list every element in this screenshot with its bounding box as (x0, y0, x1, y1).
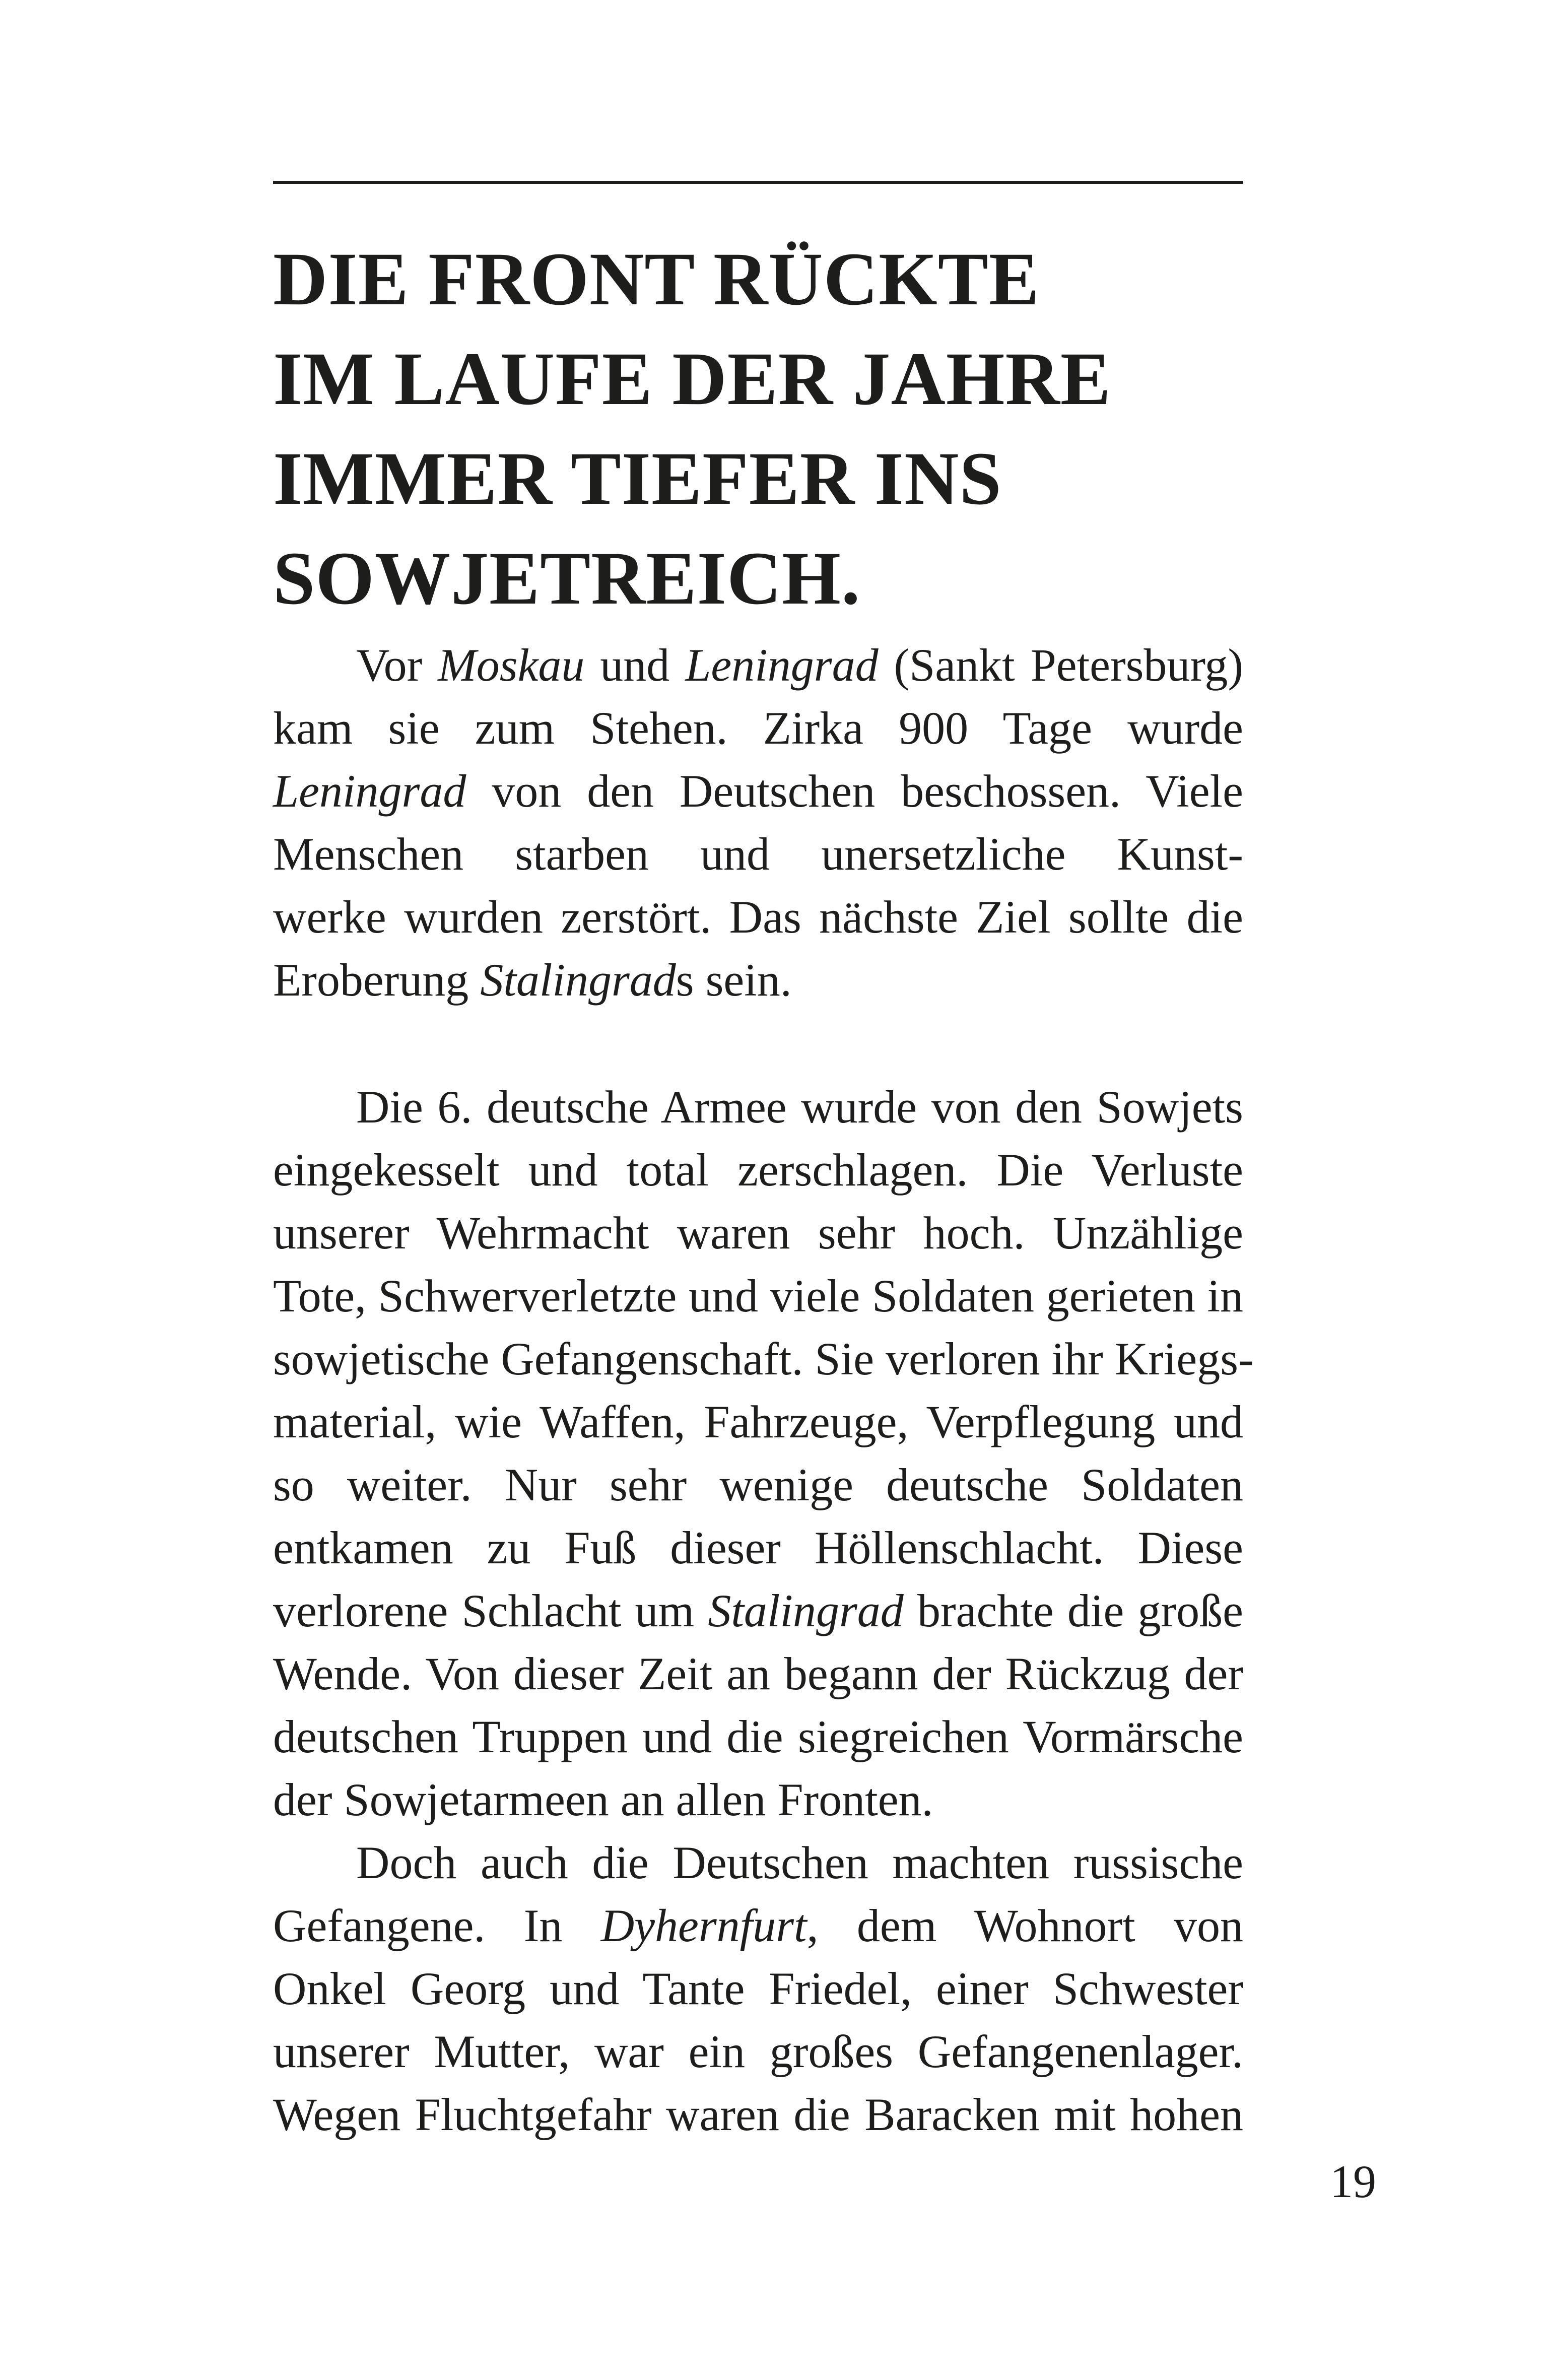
text-line: Gefangene. In Dyhernfurt, dem Wohnort von (273, 1900, 1243, 1951)
text-line: Wegen Fluchtgefahr waren die Baracken mit hohen (273, 2089, 1243, 2140)
place-name-dyhernfurt: Dyhernfurt (600, 1900, 807, 1951)
title-line: DIE FRONT RÜCKTE (273, 237, 1040, 321)
place-name-leningrad: Leningrad (273, 765, 466, 817)
text-line: deutschen Truppen und die siegreichen Vormärsche (273, 1711, 1243, 1762)
place-name-stalingrad: Stalingrad (480, 954, 676, 1006)
text-line: unserer Wehrmacht waren sehr hoch. Unzählige (273, 1207, 1243, 1259)
text-line: unserer Mutter, war ein großes Gefangenenlager. (273, 2026, 1243, 2077)
text-line: Onkel Georg und Tante Friedel, einer Schwester (273, 1963, 1243, 2014)
text-line: Die 6. deutsche Armee wurde von den Sowjets (356, 1081, 1243, 1133)
header-rule (273, 181, 1243, 184)
text-line: Doch auch die Deutschen machten russische (356, 1837, 1243, 1888)
text-line: kam sie zum Stehen. Zirka 900 Tage wurde (273, 702, 1243, 754)
place-name-moskau: Moskau (438, 639, 585, 691)
text-line: der Sowjetarmeen an allen Fronten. (273, 1774, 933, 1825)
title-line: SOWJETREICH. (273, 537, 861, 620)
paragraph-1 (273, 634, 1243, 1012)
title-line: IM LAUFE DER JAHRE (273, 337, 1111, 421)
text-line: Leningrad von den Deutschen beschossen. Viele (273, 765, 1243, 817)
text-line: Wende. Von dieser Zeit an begann der Rückzug der (273, 1648, 1243, 1699)
title-line: IMMER TIEFER INS (273, 437, 1002, 520)
text-line: Tote, Schwerverletzte und viele Soldaten gerieten in (273, 1270, 1243, 1321)
place-name-leningrad: Leningrad (685, 639, 879, 691)
paragraph-2 (273, 1076, 1254, 1831)
text-line: so weiter. Nur sehr wenige deutsche Soldaten (273, 1459, 1243, 1510)
paragraph-3 (273, 1831, 1243, 2146)
text-line: Eroberung Stalingrads sein. (273, 954, 792, 1006)
place-name-stalingrad: Stalingrad (708, 1585, 904, 1636)
chapter-title (273, 229, 1243, 628)
page-number: 19 (1330, 2156, 1376, 2207)
text-line: Menschen starben und unersetzliche Kunst- (273, 828, 1243, 880)
text-line: eingekesselt und total zerschlagen. Die Verluste (273, 1144, 1243, 1196)
text-line: Vor Moskau und Leningrad (Sankt Petersburg) (356, 639, 1244, 691)
text-line: verlorene Schlacht um Stalingrad brachte die große (273, 1585, 1243, 1636)
text-line: sowjetische Gefangenschaft. Sie verloren ihr Kriegs- (273, 1333, 1254, 1384)
text-line: entkamen zu Fuß dieser Höllenschlacht. Diese (273, 1522, 1243, 1573)
text-line: material, wie Waffen, Fahrzeuge, Verpflegung und (273, 1396, 1243, 1447)
text-line: werke wurden zerstört. Das nächste Ziel sollte die (273, 891, 1243, 943)
